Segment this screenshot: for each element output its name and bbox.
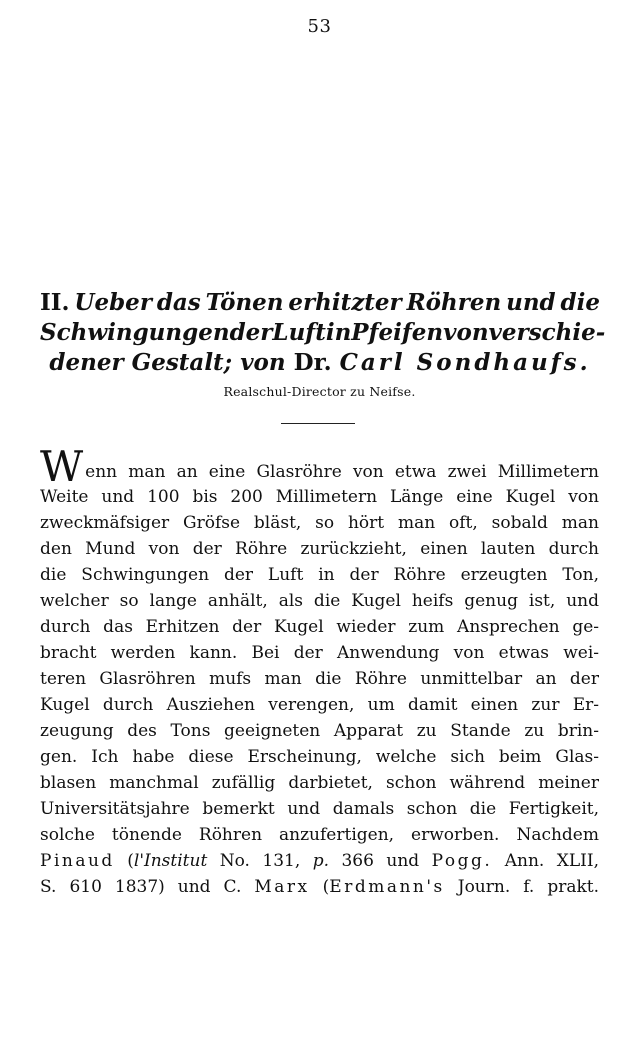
- text-run: 366 und: [341, 851, 420, 871]
- body-line: zweckmäfsiger Gröfse bläst, so hört man oft, sobald man: [40, 513, 599, 533]
- title-line-3: [40, 348, 600, 378]
- body-line: durch das Erhitzen der Kugel wieder zum Ansprechen ge-: [40, 617, 599, 637]
- drop-cap: W: [40, 450, 84, 484]
- cited-name: Marx: [254, 877, 310, 897]
- body-line: teren Glasröhren mufs man die Röhre unmittelbar an der: [40, 669, 599, 689]
- title-word: von: [443, 319, 489, 346]
- title-word: Pfeifen: [351, 319, 444, 346]
- title-segment: Dr.: [293, 349, 332, 376]
- body-line: den Mund von der Röhre zurückzieht, einen lauten durch: [40, 539, 599, 559]
- title-line-1: [40, 288, 600, 318]
- text-run: Ann. XLII,: [504, 851, 599, 871]
- title-word: Tönen: [205, 289, 284, 316]
- text-run: p.: [312, 851, 330, 871]
- body-line: Universitätsjahre bemerkt und damals schon die Fertigkeit,: [40, 799, 599, 819]
- body-line: Kugel durch Ausziehen verengen, um damit einen zur Er-: [40, 695, 599, 715]
- cited-name: Pinaud: [40, 851, 115, 871]
- title-word: Röhren: [406, 289, 502, 316]
- title-segment: dener Gestalt;: [49, 349, 233, 376]
- body-line: die Schwingungen der Luft in der Röhre erzeugten Ton,: [40, 565, 599, 585]
- title-line-2: [40, 318, 606, 348]
- text-run: No. 131,: [219, 851, 301, 871]
- author-affiliation: Realschul-Director zu Neifse.: [223, 384, 416, 399]
- title-word: der: [229, 319, 273, 346]
- title-word: in: [325, 319, 352, 346]
- body-line: gen. Ich habe diese Erscheinung, welche sich beim Glas-: [40, 747, 599, 767]
- page-number: 53: [307, 16, 332, 37]
- body-line: zeugung des Tons geeigneten Apparat zu Stande zu brin-: [40, 721, 599, 741]
- body-line: solche tönende Röhren anzufertigen, erworben. Nachdem: [40, 825, 599, 845]
- cited-name: Erdmann's: [329, 877, 445, 897]
- title-word: Schwingungen: [40, 319, 230, 346]
- title-word: Ueber: [74, 289, 152, 316]
- body-line: Weite und 100 bis 200 Millimetern Länge eine Kugel von: [40, 487, 599, 507]
- body-line: [40, 874, 599, 900]
- title-word: die: [560, 289, 600, 316]
- body-line: welcher so lange anhält, als die Kugel heifs genug ist, und: [40, 591, 599, 611]
- text-run: Journ. f. prakt.: [457, 877, 599, 897]
- body-line: blasen manchmal zufällig darbietet, schon während meiner: [40, 773, 599, 793]
- article-title: [40, 288, 606, 378]
- text-run: S. 610 1837) und C.: [40, 877, 242, 897]
- title-word: Luft: [272, 319, 326, 346]
- cited-name: Pogg.: [431, 851, 493, 871]
- title-word: II.: [40, 289, 70, 316]
- body-line: [40, 450, 599, 484]
- body-line: bracht werden kann. Bei der Anwendung von etwas wei-: [40, 643, 599, 663]
- text-run: (: [127, 851, 134, 871]
- body-line-text: enn man an eine Glasröhre von etwa zwei Millimetern: [85, 462, 599, 482]
- title-segment: von: [240, 349, 286, 376]
- title-word: das: [156, 289, 201, 316]
- author-name: Carl Sondhaufs.: [339, 349, 591, 376]
- journal-title: l'Institut: [133, 851, 208, 871]
- title-word: erhitzter: [288, 289, 402, 316]
- text-run: (: [322, 877, 330, 897]
- title-divider: [281, 423, 355, 424]
- title-word: verschie-: [488, 319, 606, 346]
- title-word: und: [506, 289, 556, 316]
- body-text: [40, 450, 599, 900]
- body-line: [40, 848, 599, 874]
